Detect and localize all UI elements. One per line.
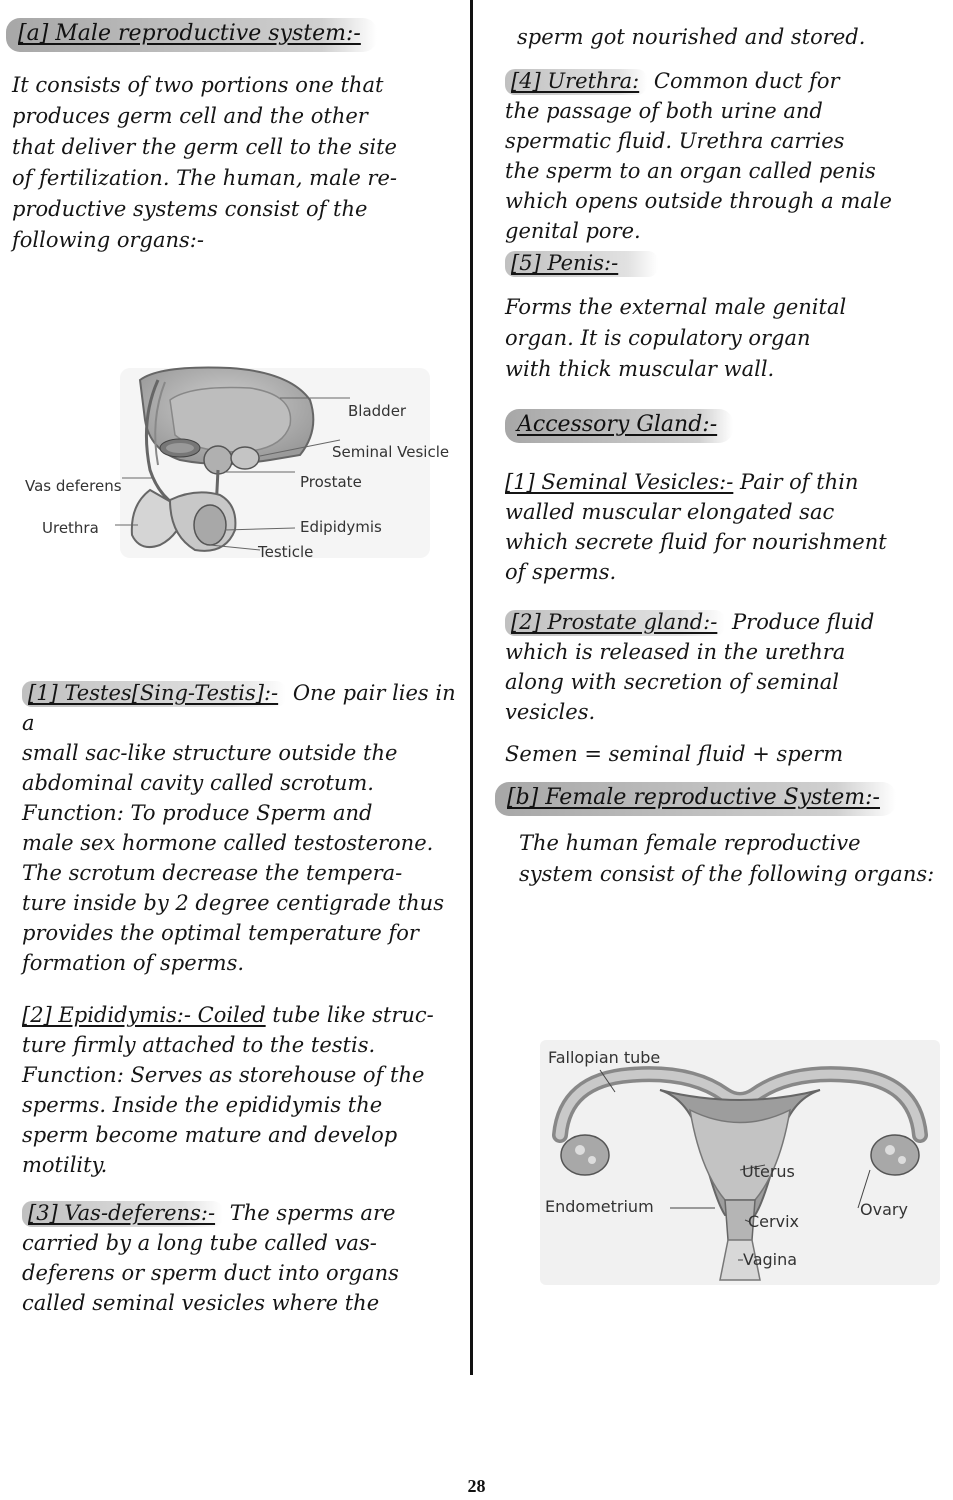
- prostate-line: which is released in the urethra: [505, 640, 846, 664]
- label-testicle: Testicle: [258, 543, 314, 561]
- prostate-line: vesicles.: [505, 700, 596, 724]
- male-reproductive-diagram: [20, 360, 460, 570]
- female-intro-line: The human female reproductive: [519, 831, 861, 855]
- accessory-heading-text: Accessory Gland:-: [505, 409, 733, 443]
- label-edipidymis: Edipidymis: [300, 518, 382, 536]
- epididymis-first: tube like struc-: [272, 1003, 434, 1027]
- female-heading-text: [b] Female reproductive System:-: [495, 782, 896, 816]
- epididymis-line: motility.: [22, 1153, 108, 1177]
- label-cervix: Cervix: [748, 1212, 799, 1231]
- seminal-title: [1] Seminal Vesicles:-: [505, 470, 734, 494]
- prostate-line: along with secretion of seminal: [505, 670, 839, 694]
- testes-line: abdominal cavity called scrotum.: [22, 771, 374, 795]
- left-column: [12, 18, 464, 256]
- epididymis-line: sperms. Inside the epididymis the: [22, 1093, 383, 1117]
- intro-line: produces germ cell and the other: [12, 104, 368, 128]
- intro-line: following organs:-: [12, 228, 204, 252]
- continuation-line: sperm got nourished and stored.: [517, 25, 866, 49]
- label-seminal-vesicle: Seminal Vesicle: [332, 443, 450, 461]
- intro-line: It consists of two portions one that: [12, 73, 384, 97]
- testes-line: Function: To produce Sperm and: [22, 801, 373, 825]
- female-heading: [495, 782, 945, 816]
- testes-title: [1] Testes[Sing-Testis]:-: [22, 681, 286, 707]
- left-lower-column: [22, 678, 467, 1318]
- urethra-line: the sperm to an organ called penis: [505, 159, 876, 183]
- penis-section: [505, 248, 945, 385]
- testes-first: One pair lies in a: [22, 681, 456, 735]
- female-intro-line: system consist of the following organs:: [519, 862, 935, 886]
- testes-line: formation of sperms.: [22, 951, 245, 975]
- prostate-first: Produce fluid: [732, 610, 875, 634]
- seminal-vesicles-section: [505, 467, 945, 587]
- penis-line: Forms the external male genital: [505, 295, 847, 319]
- vas-deferens-section: [22, 1198, 467, 1318]
- epididymis-section: [22, 1000, 467, 1180]
- testes-line: male sex hormone called testosterone.: [22, 831, 434, 855]
- male-anatomy-illustration: [20, 360, 460, 570]
- label-vas-deferens: Vas deferens: [25, 477, 122, 495]
- label-fallopian-tube: Fallopian tube: [548, 1048, 661, 1067]
- prostate-section: [505, 607, 945, 727]
- epididymis-line: ture firmly attached to the testis.: [22, 1033, 376, 1057]
- intro-line: of fertilization. The human, male re-: [12, 166, 397, 190]
- urethra-line: spermatic fluid. Urethra carries: [505, 129, 845, 153]
- male-intro: [12, 70, 464, 256]
- female-anatomy-illustration: [540, 1040, 940, 1285]
- label-vagina: Vagina: [743, 1250, 798, 1269]
- label-endometrium: Endometrium: [545, 1197, 654, 1216]
- urethra-title: [4] Urethra:: [505, 69, 647, 95]
- intro-line: that deliver the germ cell to the site: [12, 135, 397, 159]
- seminal-line: of sperms.: [505, 560, 617, 584]
- epididymis-title: [2] Epididymis:- Coiled: [22, 1003, 266, 1027]
- testes-line: ture inside by 2 degree centigrade thus: [22, 891, 444, 915]
- male-heading-text: [a] Male reproductive system:-: [6, 18, 377, 52]
- penis-line: organ. It is copulatory organ: [505, 326, 811, 350]
- column-divider: [470, 0, 473, 1375]
- penis-title: [5] Penis:-: [505, 251, 658, 277]
- urethra-line: genital pore.: [505, 219, 641, 243]
- label-urethra: Urethra: [42, 519, 99, 537]
- vas-title: [3] Vas-deferens:-: [22, 1201, 223, 1227]
- prostate-title: [2] Prostate gland:-: [505, 610, 725, 636]
- semen-formula: Semen = seminal fluid + sperm: [505, 742, 844, 766]
- vas-first: The sperms are: [229, 1201, 396, 1225]
- urethra-section: [505, 66, 945, 246]
- label-bladder: Bladder: [348, 402, 407, 420]
- urethra-first: Common duct for: [653, 69, 840, 93]
- label-ovary: Ovary: [860, 1200, 908, 1219]
- seminal-line: which secrete fluid for nourishment: [505, 530, 887, 554]
- vas-line: deferens or sperm duct into organs: [22, 1261, 399, 1285]
- testes-section: [22, 678, 467, 978]
- label-uterus: Uterus: [742, 1162, 795, 1181]
- seminal-line: walled muscular elongated sac: [505, 500, 835, 524]
- label-prostate: Prostate: [300, 473, 362, 491]
- right-column: [505, 22, 945, 890]
- urethra-line: the passage of both urine and: [505, 99, 823, 123]
- epididymis-line: Function: Serves as storehouse of the: [22, 1063, 425, 1087]
- male-heading: [6, 18, 464, 52]
- testes-line: provides the optimal temperature for: [22, 921, 419, 945]
- female-reproductive-diagram: [540, 1040, 940, 1285]
- vas-line: called seminal vesicles where the: [22, 1291, 380, 1315]
- testes-line: small sac-like structure outside the: [22, 741, 398, 765]
- testes-line: The scrotum decrease the tempera-: [22, 861, 403, 885]
- urethra-line: which opens outside through a male: [505, 189, 892, 213]
- epididymis-line: sperm become mature and develop: [22, 1123, 398, 1147]
- female-intro: [519, 828, 945, 890]
- penis-line: with thick muscular wall.: [505, 357, 775, 381]
- vas-line: carried by a long tube called vas-: [22, 1231, 377, 1255]
- accessory-heading: [505, 409, 945, 443]
- intro-line: productive systems consist of the: [12, 197, 368, 221]
- seminal-first: Pair of thin: [740, 470, 859, 494]
- page-number: 28: [467, 1476, 486, 1496]
